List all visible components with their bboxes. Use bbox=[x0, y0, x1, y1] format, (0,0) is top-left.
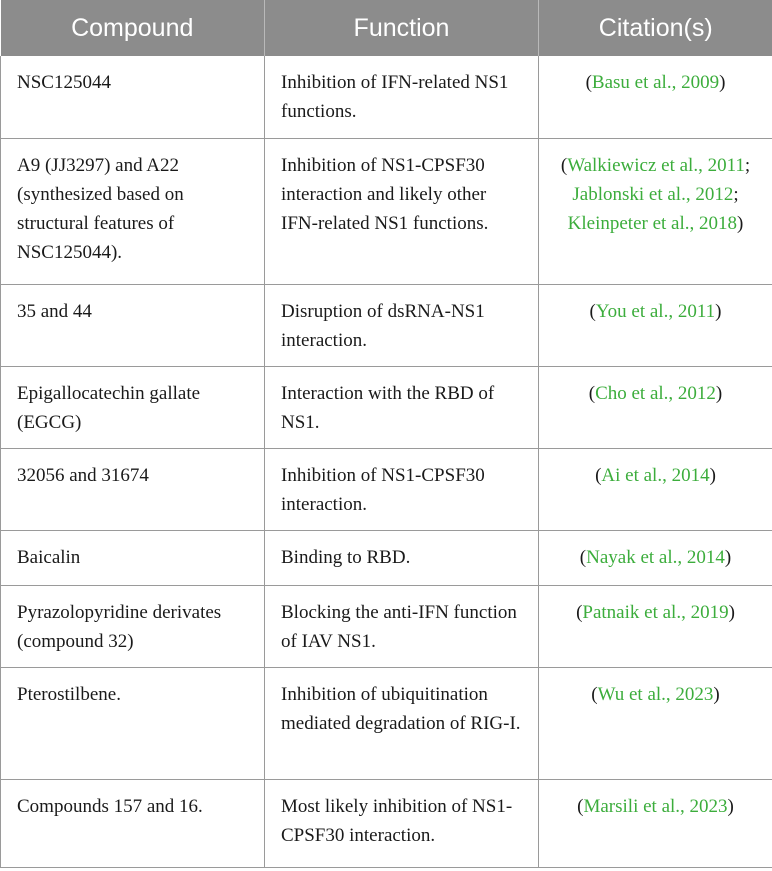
citation-cell: (You et al., 2011) bbox=[539, 284, 772, 366]
table-row bbox=[1, 284, 772, 366]
function-cell: Binding to RBD. bbox=[265, 530, 539, 585]
header-row bbox=[1, 0, 772, 56]
citation-cell: (Wu et al., 2023) bbox=[539, 667, 772, 779]
table-row bbox=[1, 138, 772, 284]
function-cell: Inhibition of ubiquitination mediated degradation of RIG-I. bbox=[265, 667, 539, 779]
citation-cell: (Nayak et al., 2014) bbox=[539, 530, 772, 585]
compound-cell: 35 and 44 bbox=[1, 284, 265, 366]
table-row bbox=[1, 530, 772, 585]
compound-cell: 32056 and 31674 bbox=[1, 448, 265, 530]
citation-cell: (Cho et al., 2012) bbox=[539, 366, 772, 448]
citation-link[interactable]: Nayak et al., 2014 bbox=[586, 546, 725, 568]
header-function: Function bbox=[265, 0, 539, 56]
compound-cell: Compounds 157 and 16. bbox=[1, 779, 265, 867]
header-citations: Citation(s) bbox=[539, 0, 772, 56]
function-cell: Blocking the anti-IFN function of IAV NS1. bbox=[265, 585, 539, 667]
citation-link[interactable]: Kleinpeter et al., 2018 bbox=[567, 212, 738, 234]
function-cell: Most likely inhibition of NS1-CPSF30 interaction. bbox=[265, 779, 539, 867]
table-row bbox=[1, 779, 772, 867]
citation-cell: (Ai et al., 2014) bbox=[539, 448, 772, 530]
compound-cell: NSC125044 bbox=[1, 56, 265, 138]
citation-cell: (Walkiewicz et al., 2011; Jablonski et al., 2012; Kleinpeter et al., 2018) bbox=[539, 138, 772, 284]
table-row bbox=[1, 366, 772, 448]
citation-link[interactable]: Marsili et al., 2023 bbox=[583, 795, 728, 817]
compound-cell: Pyrazolopyridine derivates (compound 32) bbox=[1, 585, 265, 667]
table-row bbox=[1, 56, 772, 138]
table-row bbox=[1, 448, 772, 530]
citation-cell: (Marsili et al., 2023) bbox=[539, 779, 772, 867]
compound-cell: Pterostilbene. bbox=[1, 667, 265, 779]
function-cell: Inhibition of NS1-CPSF30 interaction and likely other IFN-related NS1 functions. bbox=[265, 138, 539, 284]
function-cell: Interaction with the RBD of NS1. bbox=[265, 366, 539, 448]
citation-link[interactable]: Basu et al., 2009 bbox=[591, 72, 720, 93]
citation-cell: (Basu et al., 2009) bbox=[539, 56, 772, 138]
function-cell: Inhibition of NS1-CPSF30 interaction. bbox=[265, 448, 539, 530]
header-compound: Compound bbox=[1, 0, 265, 56]
citation-link[interactable]: Ai et al., 2014 bbox=[601, 464, 710, 486]
citation-link[interactable]: Walkiewicz et al., 2011 bbox=[567, 154, 745, 176]
function-cell: Inhibition of IFN-related NS1 functions. bbox=[265, 56, 539, 138]
citation-link[interactable]: Wu et al., 2023 bbox=[597, 683, 714, 705]
function-cell: Disruption of dsRNA-NS1 interaction. bbox=[265, 284, 539, 366]
table-row bbox=[1, 585, 772, 667]
compound-cell: Epigallocatechin gallate (EGCG) bbox=[1, 366, 265, 448]
compound-cell: Baicalin bbox=[1, 530, 265, 585]
citation-link[interactable]: Cho et al., 2012 bbox=[595, 382, 716, 404]
citation-link[interactable]: Jablonski et al., 2012 bbox=[572, 183, 734, 205]
compound-cell: A9 (JJ3297) and A22 (synthesized based on structural features of NSC125044). bbox=[1, 138, 265, 284]
table-row bbox=[1, 667, 772, 779]
citation-link[interactable]: Patnaik et al., 2019 bbox=[582, 601, 729, 623]
citation-cell: (Patnaik et al., 2019) bbox=[539, 585, 772, 667]
citation-link[interactable]: You et al., 2011 bbox=[595, 300, 716, 322]
